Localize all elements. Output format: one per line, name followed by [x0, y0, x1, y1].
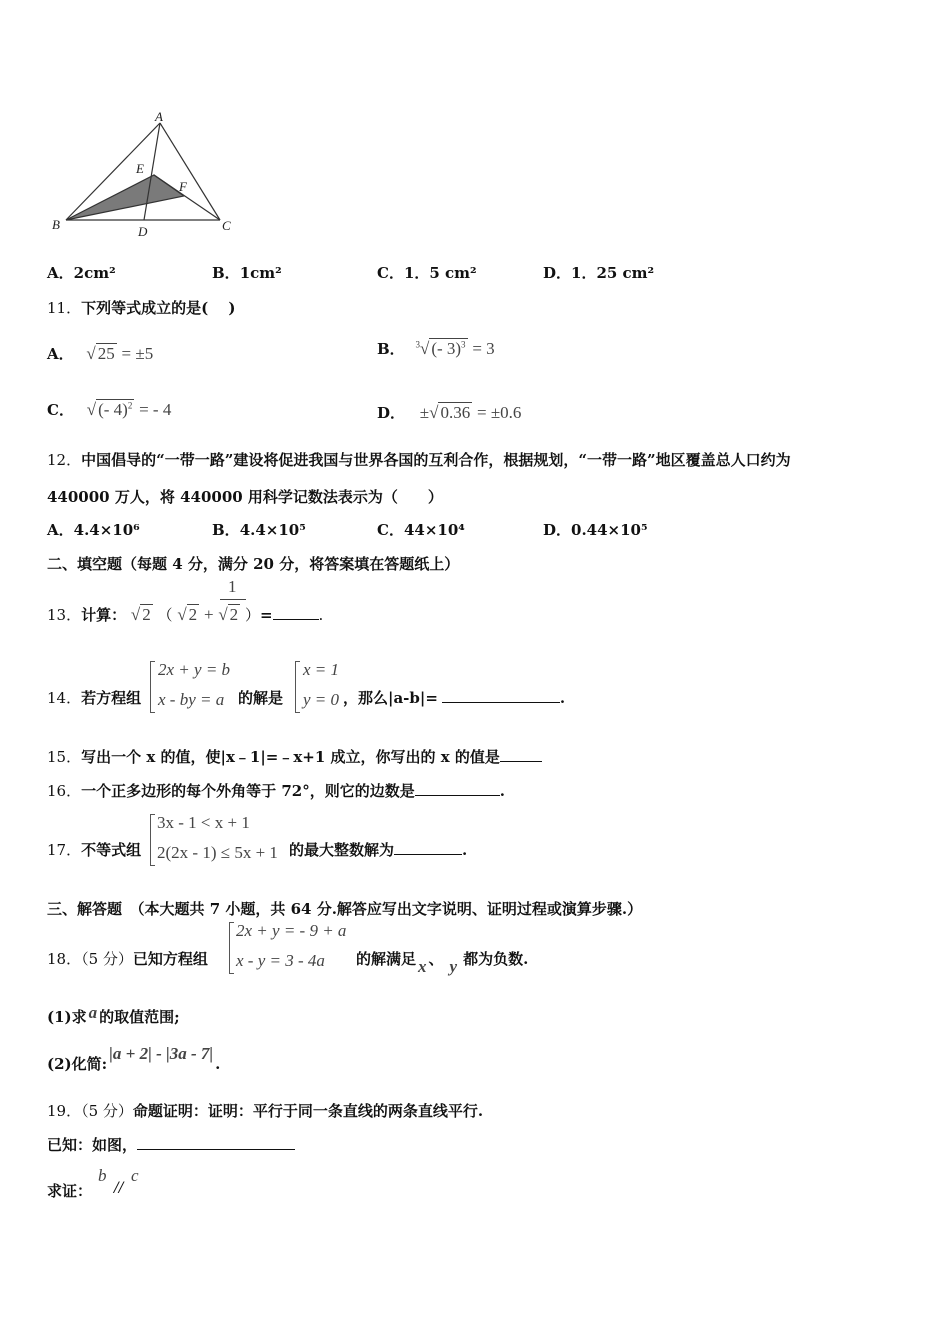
- q19-stem: 19．（5 分）命题证明：证明：平行于同一条直线的两条直线平行.: [47, 1102, 484, 1120]
- q19-prove: 求证：: [47, 1182, 93, 1200]
- q14-sol1: x = 1: [303, 660, 340, 679]
- q17-ineq1: 3x - 1 < x + 1: [157, 813, 250, 832]
- q12-line1: 12．中国倡导的“一带一路”建设将促进我国与世界各国的互利合作，根据规划，“一带一路”地区覆盖总人口约为: [47, 451, 791, 469]
- q18-eq1: 2x + y = - 9 + a: [236, 921, 347, 940]
- q14-eq2: x - by = a: [158, 690, 225, 709]
- q12-line2: 440000 万人，将 440000 用科学记数法表示为（ ）: [47, 488, 443, 506]
- q10-option-d: D．1．25 cm²: [543, 264, 655, 282]
- q19-given: 已知：如图，: [47, 1134, 295, 1155]
- q14-mid: 的解是: [238, 689, 284, 707]
- q15-answer-blank[interactable]: [500, 747, 542, 762]
- q13-answer-blank[interactable]: [273, 605, 319, 620]
- q10-option-c: C．1．5 cm²: [377, 264, 477, 282]
- label-e: E: [136, 161, 144, 176]
- q12-option-c: C．44×10⁴: [377, 521, 465, 539]
- q18-stem: 18．（5 分）已知方程组: [47, 950, 208, 968]
- q18-part1: (1)求 a 的取值范围;: [47, 1003, 180, 1026]
- q19-parallel-symbol: //: [114, 1180, 124, 1196]
- q19-line-b: b: [98, 1166, 107, 1185]
- shaded-triangle-bef: [66, 175, 184, 220]
- section-3-heading: 三、解答题 （本大题共 7 小题，共 64 分.解答应写出文字说明、证明过程或演算步骤.）: [47, 900, 643, 918]
- q11-option-a: A． √ 25 = ±5: [47, 344, 154, 363]
- q13-fraction-bar: [220, 599, 246, 600]
- q17-answer-blank[interactable]: [394, 840, 462, 855]
- label-c: C: [222, 218, 231, 233]
- section-2-heading: 二、填空题（每题 4 分，满分 20 分，将答案填在答题纸上）: [47, 555, 460, 573]
- triangle-figure: [44, 108, 244, 243]
- q19-given-blank[interactable]: [137, 1135, 295, 1150]
- q16-answer-blank[interactable]: [415, 781, 500, 796]
- q12-option-b: B．4.4×10⁵: [212, 521, 306, 539]
- q12-option-a: A．4.4×10⁶: [47, 521, 140, 539]
- q12-option-d: D．0.44×10⁵: [543, 521, 648, 539]
- q10-option-a: A．2cm²: [47, 264, 116, 282]
- q10-option-b: B．1cm²: [212, 264, 282, 282]
- segment-ac: [160, 123, 220, 220]
- q11-stem: 11．下列等式成立的是( ): [47, 299, 236, 317]
- q11-option-c: C． √ (- 4)$^2$ = - 4: [47, 400, 172, 419]
- q14-eq1: 2x + y = b: [158, 660, 231, 679]
- q11-option-d: D． ±√ 0.36 = ±0.6: [377, 403, 522, 422]
- label-b: B: [52, 217, 60, 232]
- q17-ineq2: 2(2x - 1) ≤ 5x + 1: [157, 843, 278, 862]
- q14-stem: 14．若方程组: [47, 689, 142, 707]
- q18-condition: 的解满足 x 、 y 都为负数.: [356, 950, 529, 976]
- label-a: A: [155, 109, 163, 124]
- q17-tail: 的最大整数解为 .: [289, 841, 468, 859]
- q17-stem: 17．不等式组: [47, 841, 142, 859]
- q19-line-c: c: [131, 1166, 139, 1185]
- q18-eq2: x - y = 3 - 4a: [236, 951, 325, 970]
- q13: 13．计算： √ 2 （ √ 2 + √ 2 ）= .: [47, 605, 324, 624]
- q18-part2: (2)化简:|a + 2| - |3a - 7|.: [47, 1044, 221, 1073]
- q11-option-b: B． $^3$√ (- 3)$^3$ = 3: [377, 339, 495, 358]
- q15: 15．写出一个 x 的值，使|x﹣1|=﹣x+1 成立，你写出的 x 的值是: [47, 746, 542, 767]
- q14-tail: ，那么|a-b|= .: [343, 689, 566, 707]
- q14-sol2: y = 0: [303, 690, 340, 709]
- label-f: F: [179, 179, 187, 194]
- q16: 16．一个正多边形的每个外角等于 72°，则它的边数是 .: [47, 782, 505, 800]
- q13-fraction-numerator: 1: [228, 577, 237, 596]
- label-d: D: [138, 224, 148, 239]
- q14-answer-blank[interactable]: [442, 688, 560, 703]
